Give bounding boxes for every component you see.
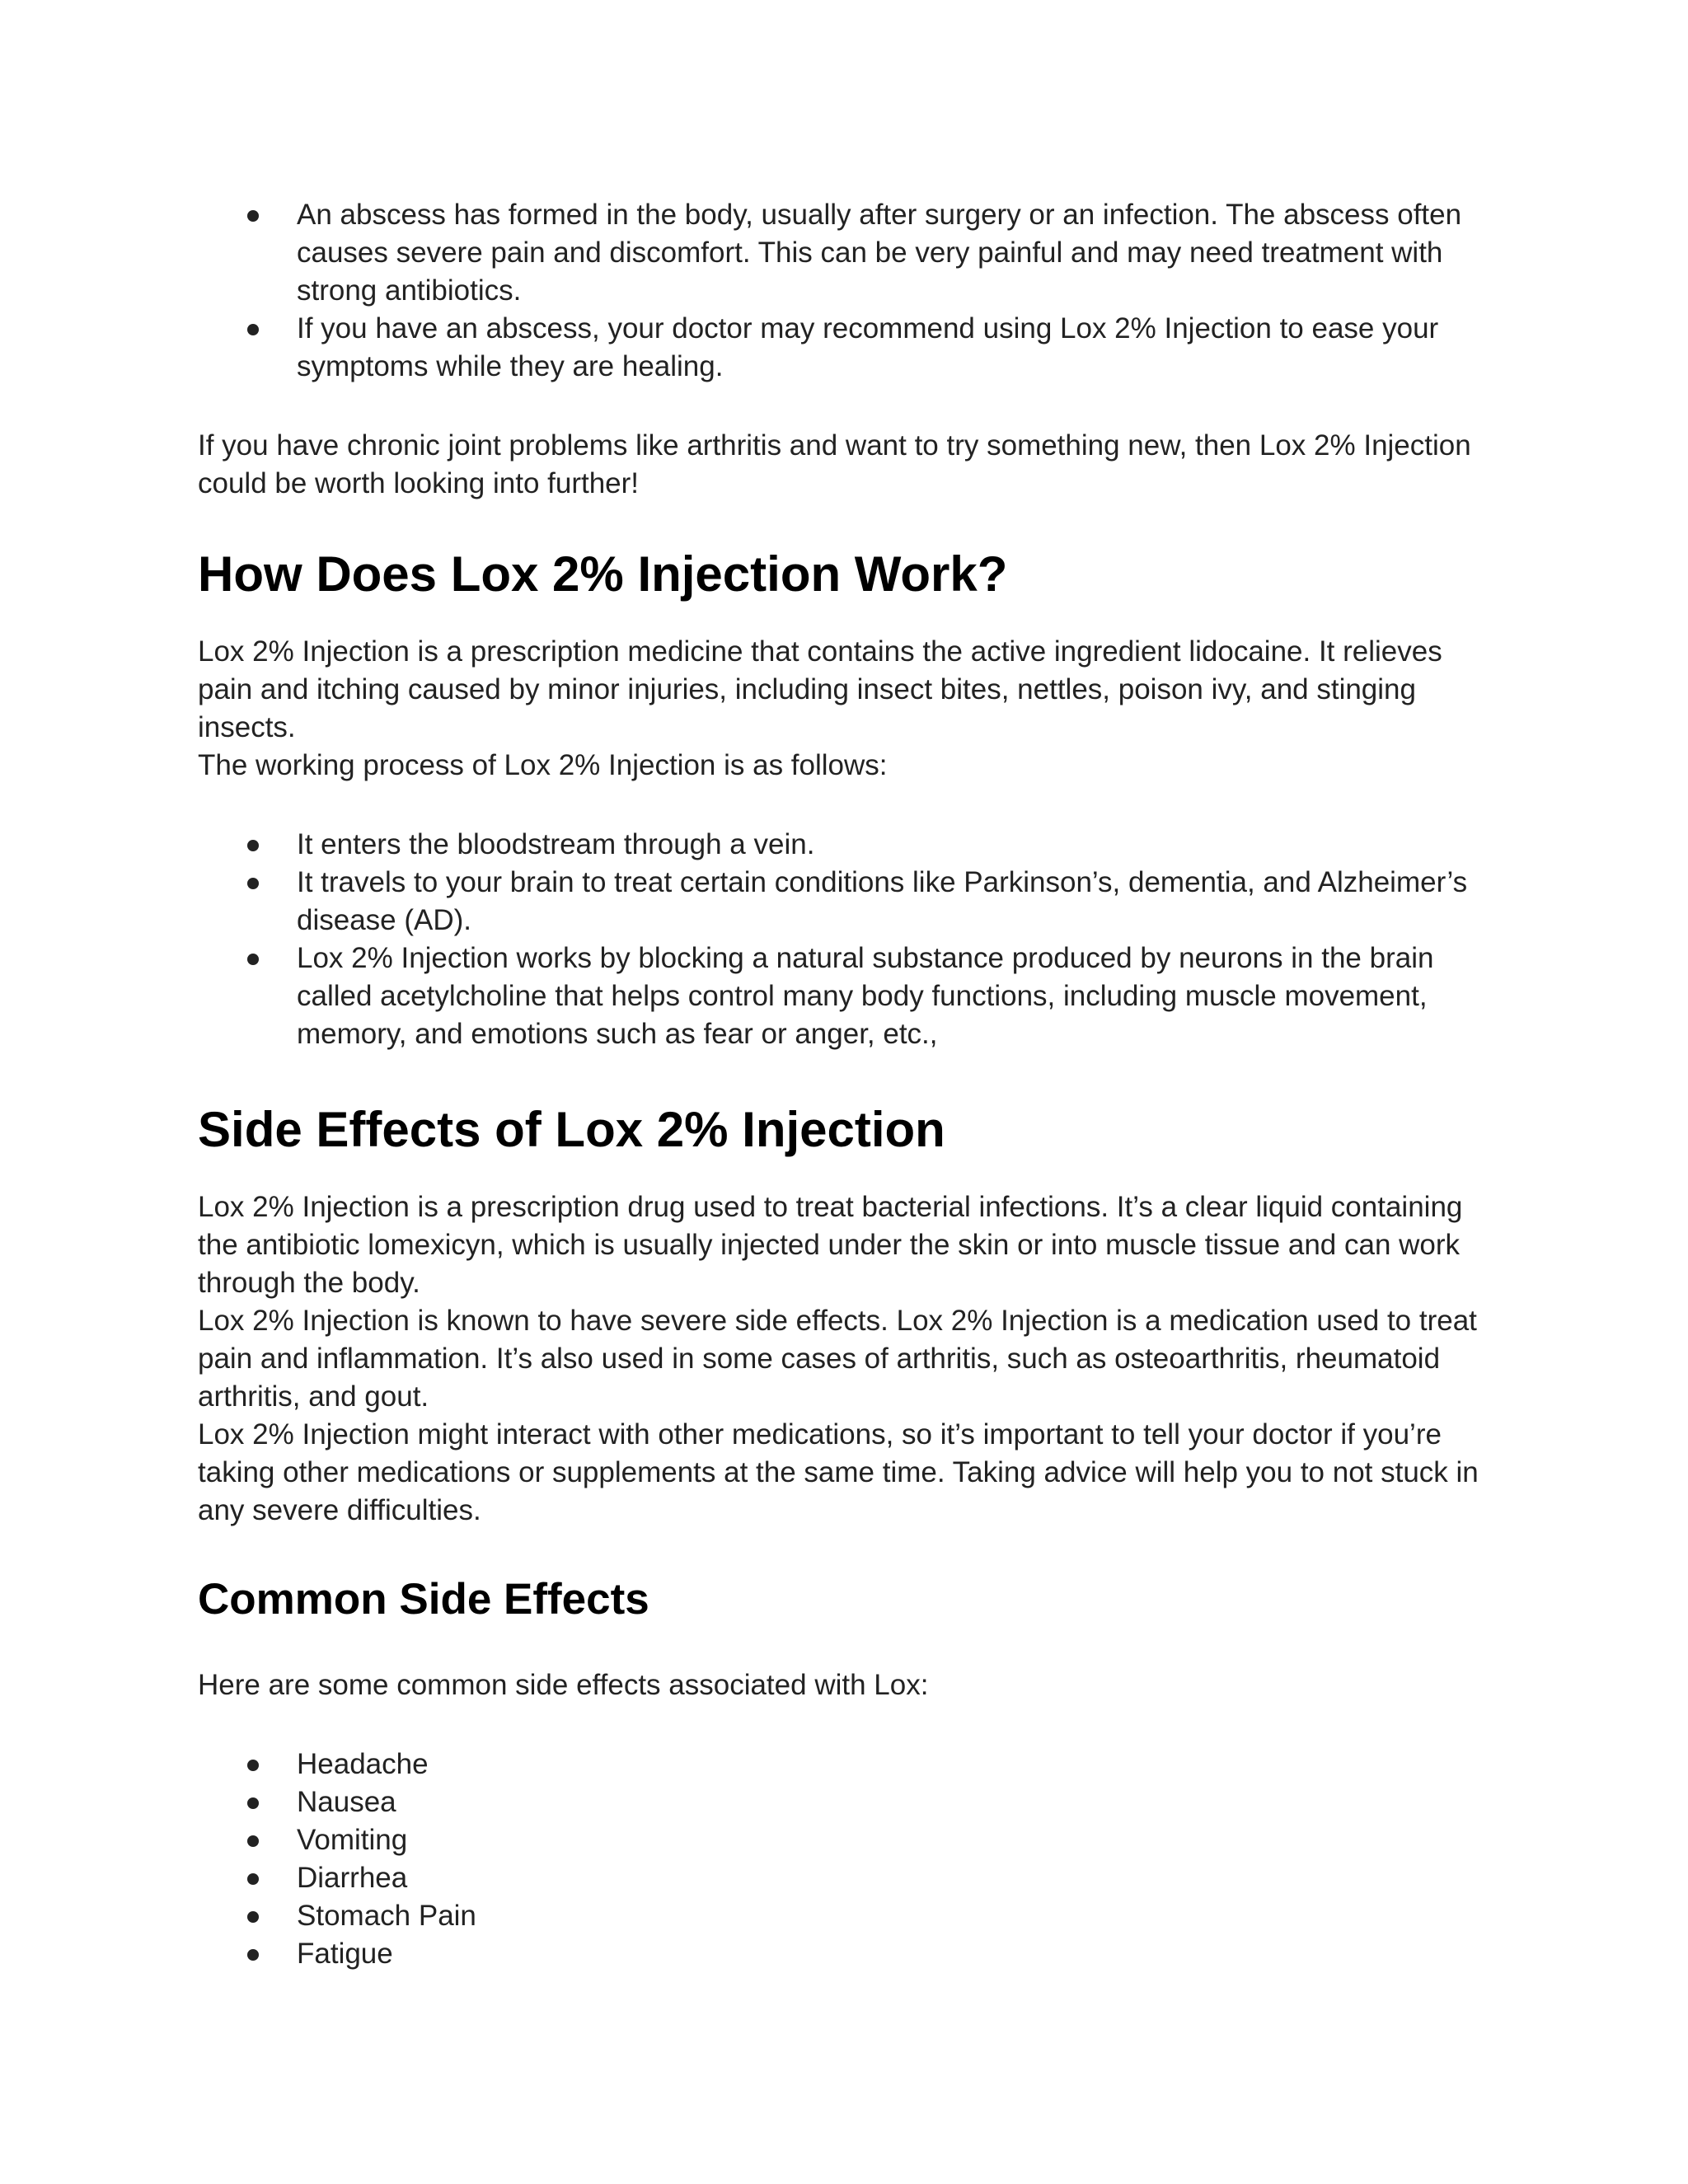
list-item	[198, 826, 1492, 864]
bullet-icon	[247, 1949, 259, 1961]
list-item	[198, 196, 1492, 310]
side-effects-paragraph-3: Lox 2% Injection might interact with other medications, so it’s important to tell your doctor if you’re taking other medications or supplements at the same time. Taking advice will help you to not stuck in any severe difficulties.	[198, 1418, 1479, 1526]
list-item-text: An abscess has formed in the body, usually after surgery or an infection. The abscess often causes severe pain and discomfort. This can be very painful and may need treatment with strong antibiotics.	[297, 199, 1462, 307]
bullet-icon	[247, 954, 259, 965]
list-item-text: Headache	[297, 1748, 429, 1780]
how-it-works-paragraph: Lox 2% Injection is a prescription medicine that contains the active ingredient lidocaine. It relieves pain and itching caused by minor injuries, including insect bites, nettles, poison ivy, and stinging insects.	[198, 635, 1442, 743]
how-it-works-heading: How Does Lox 2% Injection Work?	[198, 546, 1008, 602]
list-item-text: Diarrhea	[297, 1862, 408, 1894]
list-item	[198, 310, 1492, 386]
list-item	[198, 1897, 1492, 1935]
list-item-text: It enters the bloodstream through a vein.	[297, 828, 815, 860]
list-item-text: Nausea	[297, 1786, 396, 1818]
bullet-icon	[247, 1835, 259, 1847]
list-item	[198, 1859, 1492, 1897]
list-item	[198, 1821, 1492, 1859]
list-item-text: Vomiting	[297, 1824, 408, 1856]
list-item	[198, 864, 1492, 940]
bullet-icon	[247, 1911, 259, 1923]
list-item-text: Fatigue	[297, 1938, 393, 1970]
common-side-effects-list	[198, 1746, 1492, 1973]
list-item	[198, 1746, 1492, 1783]
common-side-effects-heading: Common Side Effects	[198, 1575, 649, 1624]
common-side-effects-intro: Here are some common side effects associated with Lox:	[198, 1669, 929, 1701]
list-item	[198, 1783, 1492, 1821]
side-effects-paragraph-1: Lox 2% Injection is a prescription drug used to treat bacterial infections. It’s a clear liquid containing the antibiotic lomexicyn, which is usually injected under the skin or into muscle tissue and can work through the body.	[198, 1191, 1463, 1299]
bullet-icon	[247, 840, 259, 851]
list-item-text: If you have an abscess, your doctor may recommend using Lox 2% Injection to ease your symptoms while they are healing.	[297, 312, 1439, 382]
bullet-icon	[247, 324, 259, 335]
arthritis-paragraph: If you have chronic joint problems like arthritis and want to try something new, then Lox 2% Injection could be worth looking into further!	[198, 429, 1471, 499]
bullet-icon	[247, 210, 259, 222]
bullet-icon	[247, 1873, 259, 1885]
list-item-text: Stomach Pain	[297, 1900, 476, 1932]
side-effects-paragraph-2: Lox 2% Injection is known to have severe side effects. Lox 2% Injection is a medication used to treat pain and inflammation. It’s also used in some cases of arthritis, such as osteoarthritis, rheumatoid arthritis, and gout.	[198, 1305, 1477, 1413]
list-item	[198, 1935, 1492, 1973]
abscess-bullet-list	[198, 196, 1492, 386]
list-item-text: Lox 2% Injection works by blocking a natural substance produced by neurons in the brain called acetylcholine that helps control many body functions, including muscle movement, memory, and emotions such as fear or anger, etc.,	[297, 942, 1434, 1050]
working-process-list	[198, 826, 1492, 1053]
bullet-icon	[247, 1797, 259, 1809]
bullet-icon	[247, 878, 259, 889]
side-effects-heading: Side Effects of Lox 2% Injection	[198, 1102, 945, 1157]
list-item-text: It travels to your brain to treat certain conditions like Parkinson’s, dementia, and Alzheimer’s disease (AD).	[297, 866, 1468, 936]
working-process-paragraph: The working process of Lox 2% Injection is as follows:	[198, 749, 888, 781]
list-item	[198, 940, 1492, 1053]
bullet-icon	[247, 1760, 259, 1771]
